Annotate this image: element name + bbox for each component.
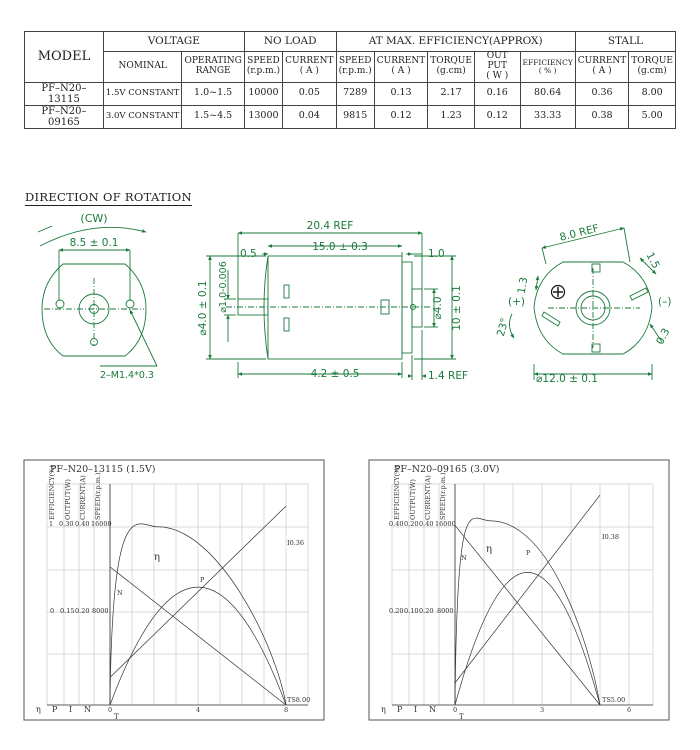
chart-1-colhead: OUTPUT(W) [64,479,72,520]
chart-2-current-line [455,495,600,683]
dim-term-ref: 1.4 REF [428,370,469,382]
chart-2-midval: 8000 [437,607,454,615]
chart-2-n-end: TS5.00 [602,696,626,704]
chart-2-colhead: OUTPUT(W) [409,479,417,520]
row-st-torque: 5.00 [629,105,676,128]
chart-2-p-label: P [526,549,531,557]
voltage-header: VOLTAGE [103,32,244,52]
chart-1-midval: 0.20 [75,607,90,615]
chart-1-colhead: EFFICIENCY(%) [48,465,56,520]
chart-1-n-end: TS8.00 [287,696,311,704]
row-me-speed: 9815 [336,105,374,128]
dim-rear-13: 1.3 [515,276,531,295]
row-nl-current: 0.05 [283,82,336,105]
chart-2-i-end: I0.38 [602,533,620,541]
dim-rear-15: 1.5 [643,250,662,271]
dim-gap-05: 0.5 [240,248,257,260]
plus-terminal-icon [552,286,565,299]
chart-2-n-label: N [461,554,467,562]
dim-front-holes: 2–M1.4*0.3 [100,370,154,381]
chart-2-letter: P [397,705,403,714]
no-load-header: NO LOAD [244,32,336,52]
me-current-sub: CURRENT ( A ) [374,52,427,83]
stall-header: STALL [575,32,675,52]
row-me-speed: 7289 [336,82,374,105]
minus-label: (–) [658,296,672,308]
chart-2 [369,460,669,721]
row-me-eff: 33.33 [520,105,575,128]
chart-2-colhead: SPEED(r.p.m.) [439,472,447,520]
me-eff-sub: EFFICIENCY ( % ) [520,52,575,83]
dim-shaft-tol: ⌀1.0-0.006 [218,261,229,313]
row-range: 1.0~1.5 [182,82,244,105]
row-me-torque: 2.17 [428,82,475,105]
chart-2-topval: 0.40 [389,520,404,528]
chart-1-letter: P [52,705,58,714]
chart-1-midval: 0.15 [60,607,75,615]
row-me-current: 0.12 [374,105,427,128]
row-model: PF–N20–13115 [25,82,104,105]
st-torque-sub: TORQUE (g.cm) [629,52,676,83]
chart-1-topval: 0.30 [59,520,74,528]
row-model: PF–N20–09165 [25,105,104,128]
row-me-eff: 80.64 [520,82,575,105]
dim-body-length: 15.0 ± 0.3 [312,241,368,253]
chart-2-letter: η [381,705,386,714]
nominal-sub: NOMINAL [103,52,182,83]
row-st-current: 0.38 [575,105,628,128]
chart-1-title: PF–N20–13115 (1.5V) [50,464,156,475]
dim-shaft-dia: ⌀4.0 ± 0.1 [197,280,209,336]
chart-1-p-label: P [200,576,205,584]
chart-1-letter: η [36,705,41,714]
nl-speed-sub: SPEED (r.p.m.) [244,52,282,83]
row-me-torque: 1.23 [428,105,475,128]
chart-1-n-label: N [117,589,123,597]
chart-2-midval: 0.20 [389,607,404,615]
row-nl-current: 0.04 [283,105,336,128]
row-st-current: 0.36 [575,82,628,105]
me-output-sub: OUT PUT ( W ) [474,52,520,83]
dim-rear-width: 8.0 REF [558,222,601,244]
chart-2-topval: 0.40 [419,520,434,528]
chart-1-colhead: CURRENT(A) [79,475,87,520]
chart-1-i-end: I0.36 [287,539,305,547]
max-eff-header: AT MAX. EFFICIENCY(APPROX) [336,32,575,52]
chart-2-letter: I [414,705,418,714]
chart-2-colhead: EFFICIENCY(%) [393,465,401,520]
chart-2-xlabel: T [459,713,464,721]
chart-1-midval: 0 [50,607,55,615]
row-me-output: 0.16 [474,82,520,105]
row-range: 1.5~4.5 [182,105,244,128]
dim-front-width: 8.5 ± 0.1 [69,237,119,249]
direction-title: DIRECTION OF ROTATION [25,190,192,204]
chart-1-topval: 0.40 [75,520,90,528]
row-st-torque: 8.00 [629,82,676,105]
chart-1-xtick: 0 [108,706,113,714]
dim-length-ref: 20.4 REF [306,220,354,232]
chart-2-midval: 0.10 [404,607,419,615]
me-speed-sub: SPEED (r.p.m.) [336,52,374,83]
chart-2-colhead: CURRENT(A) [424,475,432,520]
dim-shaft-length: 4.2 ± 0.5 [310,368,360,380]
chart-1-midval: 8000 [92,607,109,615]
dim-gap-10: 1.0 [428,248,445,260]
range-sub: OPERATING RANGE [182,52,244,83]
model-header: MODEL [25,32,104,83]
plus-label: (+) [508,296,525,308]
chart-2-output-curve [455,572,600,705]
rear-view [509,228,662,380]
me-torque-sub: TORQUE (g.cm) [428,52,475,83]
chart-2-efficiency-curve [455,518,600,705]
chart-2-curves [455,495,600,705]
st-current-sub: CURRENT ( A ) [575,52,628,83]
chart-1-colhead: SPEED(r.p.m.) [94,472,102,520]
chart-1-xlabel: T [114,713,119,721]
row-me-current: 0.13 [374,82,427,105]
row-nl-speed: 10000 [244,82,282,105]
chart-1-letter: N [84,705,91,714]
chart-2-xtick: 6 [627,706,632,714]
chart-2-title: PF–N20–09165 (3.0V) [394,464,500,475]
chart-2-topval: 16000 [435,520,456,528]
row-me-output: 0.12 [474,105,520,128]
nl-current-sub: CURRENT ( A ) [283,52,336,83]
chart-1-eta-label: η [154,552,160,563]
chart-1 [24,460,324,721]
chart-1-xtick: 8 [284,706,289,714]
chart-1-xtick: 4 [196,706,201,714]
chart-2-xtick: 3 [540,706,545,714]
chart-2-topval: 0.20 [404,520,419,528]
rotation-label: (CW) [80,212,108,225]
dim-angle: 23° [494,316,512,338]
chart-2-letter: N [429,705,436,714]
chart-1-topval: 1 [49,520,54,528]
chart-1-topval: 16000 [91,520,112,528]
chart-2-midval: 0.20 [419,607,434,615]
chart-2-xtick: 0 [453,706,458,714]
dim-rear-03: 0.3 [654,326,673,347]
row-nominal: 1.5V CONSTANT [103,82,182,105]
row-nl-speed: 13000 [244,105,282,128]
dim-rear-dia: ⌀12.0 ± 0.1 [536,373,598,385]
row-nominal: 3.0V CONSTANT [103,105,182,128]
chart-1-letter: I [69,705,73,714]
chart-2-eta-label: η [486,544,492,555]
dim-height: 10 ± 0.1 [451,285,463,331]
dim-boss-dia: ⌀4.0 [432,296,444,320]
